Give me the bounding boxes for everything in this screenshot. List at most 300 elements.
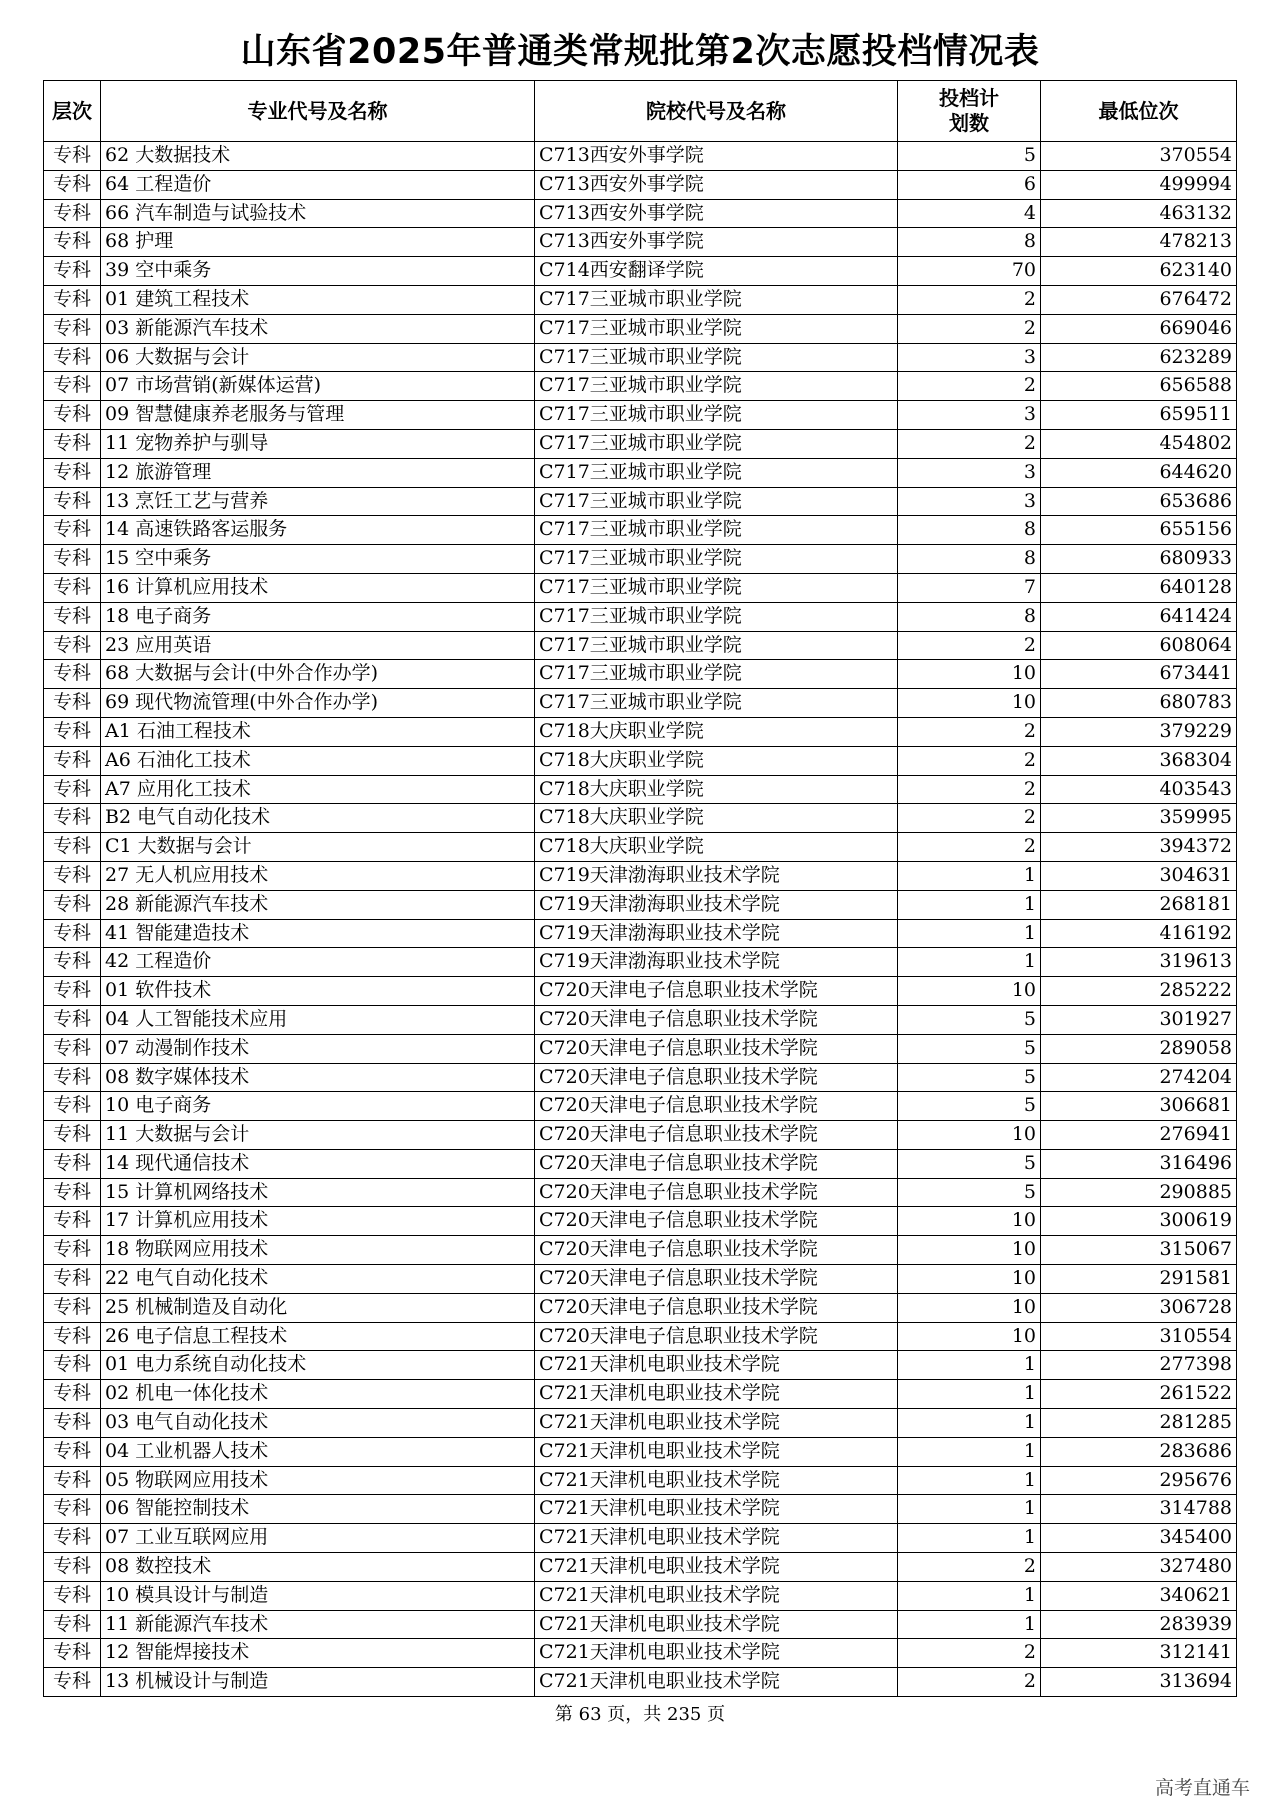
cell-level: 专科 bbox=[44, 1034, 101, 1063]
cell-school: C718大庆职业学院 bbox=[535, 775, 898, 804]
cell-plan: 2 bbox=[898, 1668, 1041, 1697]
header-school: 院校代号及名称 bbox=[535, 81, 898, 142]
table-row bbox=[44, 573, 1237, 602]
cell-level: 专科 bbox=[44, 142, 101, 171]
cell-plan: 8 bbox=[898, 516, 1041, 545]
cell-major: 69 现代物流管理(中外合作办学) bbox=[101, 689, 535, 718]
cell-level: 专科 bbox=[44, 1005, 101, 1034]
cell-major: 10 电子商务 bbox=[101, 1092, 535, 1121]
cell-major: 66 汽车制造与试验技术 bbox=[101, 199, 535, 228]
cell-school: C717三亚城市职业学院 bbox=[535, 343, 898, 372]
cell-level: 专科 bbox=[44, 1149, 101, 1178]
cell-plan: 3 bbox=[898, 401, 1041, 430]
cell-rank: 290885 bbox=[1041, 1178, 1237, 1207]
admission-table bbox=[43, 80, 1237, 1697]
table-row bbox=[44, 1063, 1237, 1092]
table-row bbox=[44, 1437, 1237, 1466]
table-row bbox=[44, 977, 1237, 1006]
cell-school: C721天津机电职业技术学院 bbox=[535, 1524, 898, 1553]
cell-plan: 8 bbox=[898, 228, 1041, 257]
table-row bbox=[44, 833, 1237, 862]
cell-level: 专科 bbox=[44, 1466, 101, 1495]
cell-plan: 5 bbox=[898, 1005, 1041, 1034]
cell-plan: 10 bbox=[898, 660, 1041, 689]
cell-major: 18 物联网应用技术 bbox=[101, 1236, 535, 1265]
cell-major: C1 大数据与会计 bbox=[101, 833, 535, 862]
cell-major: 02 机电一体化技术 bbox=[101, 1380, 535, 1409]
table-row bbox=[44, 804, 1237, 833]
cell-school: C718大庆职业学院 bbox=[535, 746, 898, 775]
cell-rank: 368304 bbox=[1041, 746, 1237, 775]
cell-school: C719天津渤海职业技术学院 bbox=[535, 861, 898, 890]
cell-plan: 8 bbox=[898, 602, 1041, 631]
cell-school: C717三亚城市职业学院 bbox=[535, 602, 898, 631]
cell-school: C720天津电子信息职业技术学院 bbox=[535, 1034, 898, 1063]
cell-level: 专科 bbox=[44, 1207, 101, 1236]
cell-plan: 2 bbox=[898, 804, 1041, 833]
cell-major: B2 电气自动化技术 bbox=[101, 804, 535, 833]
cell-plan: 4 bbox=[898, 199, 1041, 228]
table-row bbox=[44, 660, 1237, 689]
cell-rank: 276941 bbox=[1041, 1121, 1237, 1150]
table-row bbox=[44, 343, 1237, 372]
table-row bbox=[44, 487, 1237, 516]
cell-school: C717三亚城市职业学院 bbox=[535, 429, 898, 458]
cell-school: C721天津机电职业技术学院 bbox=[535, 1668, 898, 1697]
cell-major: 18 电子商务 bbox=[101, 602, 535, 631]
cell-level: 专科 bbox=[44, 1668, 101, 1697]
cell-major: 41 智能建造技术 bbox=[101, 919, 535, 948]
table-row bbox=[44, 228, 1237, 257]
cell-school: C720天津电子信息职业技术学院 bbox=[535, 1121, 898, 1150]
cell-school: C721天津机电职业技术学院 bbox=[535, 1409, 898, 1438]
cell-rank: 379229 bbox=[1041, 717, 1237, 746]
cell-level: 专科 bbox=[44, 602, 101, 631]
cell-plan: 70 bbox=[898, 257, 1041, 286]
table-row bbox=[44, 1322, 1237, 1351]
table-row bbox=[44, 948, 1237, 977]
page-title: 山东省2025年普通类常规批第2次志愿投档情况表 bbox=[240, 32, 1040, 72]
cell-major: 26 电子信息工程技术 bbox=[101, 1322, 535, 1351]
table-row bbox=[44, 1005, 1237, 1034]
cell-school: C717三亚城市职业学院 bbox=[535, 401, 898, 430]
cell-major: 07 工业互联网应用 bbox=[101, 1524, 535, 1553]
cell-plan: 5 bbox=[898, 1034, 1041, 1063]
cell-major: 03 新能源汽车技术 bbox=[101, 314, 535, 343]
cell-major: 07 市场营销(新媒体运营) bbox=[101, 372, 535, 401]
cell-major: 01 建筑工程技术 bbox=[101, 285, 535, 314]
cell-major: 64 工程造价 bbox=[101, 170, 535, 199]
cell-major: 11 新能源汽车技术 bbox=[101, 1610, 535, 1639]
cell-rank: 316496 bbox=[1041, 1149, 1237, 1178]
cell-school: C721天津机电职业技术学院 bbox=[535, 1610, 898, 1639]
table-row bbox=[44, 545, 1237, 574]
cell-plan: 10 bbox=[898, 1121, 1041, 1150]
cell-level: 专科 bbox=[44, 285, 101, 314]
cell-plan: 7 bbox=[898, 573, 1041, 602]
cell-level: 专科 bbox=[44, 948, 101, 977]
table-row bbox=[44, 1524, 1237, 1553]
cell-major: 62 大数据技术 bbox=[101, 142, 535, 171]
table-row bbox=[44, 1149, 1237, 1178]
cell-major: 22 电气自动化技术 bbox=[101, 1265, 535, 1294]
cell-school: C721天津机电职业技术学院 bbox=[535, 1351, 898, 1380]
cell-major: 25 机械制造及自动化 bbox=[101, 1293, 535, 1322]
cell-school: C713西安外事学院 bbox=[535, 142, 898, 171]
cell-plan: 10 bbox=[898, 1207, 1041, 1236]
cell-level: 专科 bbox=[44, 1610, 101, 1639]
cell-school: C720天津电子信息职业技术学院 bbox=[535, 1178, 898, 1207]
cell-major: 15 计算机网络技术 bbox=[101, 1178, 535, 1207]
cell-school: C720天津电子信息职业技术学院 bbox=[535, 1293, 898, 1322]
cell-plan: 5 bbox=[898, 1149, 1041, 1178]
cell-plan: 5 bbox=[898, 1063, 1041, 1092]
cell-school: C717三亚城市职业学院 bbox=[535, 372, 898, 401]
table-row bbox=[44, 746, 1237, 775]
cell-rank: 394372 bbox=[1041, 833, 1237, 862]
cell-school: C717三亚城市职业学院 bbox=[535, 314, 898, 343]
cell-rank: 680933 bbox=[1041, 545, 1237, 574]
cell-major: 23 应用英语 bbox=[101, 631, 535, 660]
table-row bbox=[44, 1293, 1237, 1322]
table-row bbox=[44, 257, 1237, 286]
cell-major: 12 智能焊接技术 bbox=[101, 1639, 535, 1668]
cell-rank: 327480 bbox=[1041, 1553, 1237, 1582]
cell-plan: 10 bbox=[898, 977, 1041, 1006]
cell-rank: 261522 bbox=[1041, 1380, 1237, 1409]
cell-plan: 2 bbox=[898, 429, 1041, 458]
cell-school: C720天津电子信息职业技术学院 bbox=[535, 1265, 898, 1294]
cell-major: 28 新能源汽车技术 bbox=[101, 890, 535, 919]
cell-level: 专科 bbox=[44, 1121, 101, 1150]
cell-school: C721天津机电职业技术学院 bbox=[535, 1639, 898, 1668]
cell-rank: 370554 bbox=[1041, 142, 1237, 171]
table-row bbox=[44, 142, 1237, 171]
cell-major: 04 人工智能技术应用 bbox=[101, 1005, 535, 1034]
cell-rank: 640128 bbox=[1041, 573, 1237, 602]
cell-plan: 6 bbox=[898, 170, 1041, 199]
cell-level: 专科 bbox=[44, 1322, 101, 1351]
cell-level: 专科 bbox=[44, 1524, 101, 1553]
cell-plan: 1 bbox=[898, 1409, 1041, 1438]
table-row bbox=[44, 1610, 1237, 1639]
cell-major: 05 物联网应用技术 bbox=[101, 1466, 535, 1495]
cell-plan: 1 bbox=[898, 948, 1041, 977]
cell-level: 专科 bbox=[44, 372, 101, 401]
cell-major: 11 宠物养护与驯导 bbox=[101, 429, 535, 458]
cell-plan: 1 bbox=[898, 1524, 1041, 1553]
cell-school: C717三亚城市职业学院 bbox=[535, 689, 898, 718]
cell-rank: 669046 bbox=[1041, 314, 1237, 343]
header-rank: 最低位次 bbox=[1041, 81, 1237, 142]
cell-school: C717三亚城市职业学院 bbox=[535, 660, 898, 689]
cell-rank: 673441 bbox=[1041, 660, 1237, 689]
cell-rank: 340621 bbox=[1041, 1581, 1237, 1610]
cell-school: C721天津机电职业技术学院 bbox=[535, 1581, 898, 1610]
table-row bbox=[44, 1668, 1237, 1697]
cell-rank: 623289 bbox=[1041, 343, 1237, 372]
cell-plan: 3 bbox=[898, 458, 1041, 487]
table-row bbox=[44, 1207, 1237, 1236]
table-row bbox=[44, 775, 1237, 804]
cell-rank: 359995 bbox=[1041, 804, 1237, 833]
cell-plan: 10 bbox=[898, 1322, 1041, 1351]
cell-school: C717三亚城市职业学院 bbox=[535, 573, 898, 602]
cell-plan: 2 bbox=[898, 775, 1041, 804]
cell-rank: 300619 bbox=[1041, 1207, 1237, 1236]
cell-level: 专科 bbox=[44, 631, 101, 660]
cell-level: 专科 bbox=[44, 257, 101, 286]
cell-plan: 1 bbox=[898, 919, 1041, 948]
cell-major: 03 电气自动化技术 bbox=[101, 1409, 535, 1438]
cell-plan: 5 bbox=[898, 1092, 1041, 1121]
cell-rank: 314788 bbox=[1041, 1495, 1237, 1524]
cell-major: 12 旅游管理 bbox=[101, 458, 535, 487]
cell-school: C713西安外事学院 bbox=[535, 228, 898, 257]
cell-level: 专科 bbox=[44, 1293, 101, 1322]
cell-rank: 295676 bbox=[1041, 1466, 1237, 1495]
header-major: 专业代号及名称 bbox=[101, 81, 535, 142]
table-row bbox=[44, 919, 1237, 948]
cell-level: 专科 bbox=[44, 228, 101, 257]
cell-rank: 283939 bbox=[1041, 1610, 1237, 1639]
cell-level: 专科 bbox=[44, 343, 101, 372]
cell-level: 专科 bbox=[44, 314, 101, 343]
table-row bbox=[44, 1639, 1237, 1668]
cell-plan: 5 bbox=[898, 142, 1041, 171]
cell-level: 专科 bbox=[44, 1063, 101, 1092]
cell-major: 42 工程造价 bbox=[101, 948, 535, 977]
header-plan-line2: 划数 bbox=[949, 111, 989, 135]
cell-school: C720天津电子信息职业技术学院 bbox=[535, 1322, 898, 1351]
cell-school: C720天津电子信息职业技术学院 bbox=[535, 1236, 898, 1265]
cell-rank: 289058 bbox=[1041, 1034, 1237, 1063]
cell-school: C718大庆职业学院 bbox=[535, 833, 898, 862]
cell-plan: 2 bbox=[898, 372, 1041, 401]
cell-level: 专科 bbox=[44, 1581, 101, 1610]
cell-plan: 3 bbox=[898, 487, 1041, 516]
header-plan-line1: 投档计 bbox=[939, 86, 999, 110]
cell-plan: 5 bbox=[898, 1178, 1041, 1207]
cell-plan: 1 bbox=[898, 890, 1041, 919]
cell-major: 68 大数据与会计(中外合作办学) bbox=[101, 660, 535, 689]
cell-level: 专科 bbox=[44, 919, 101, 948]
table-row bbox=[44, 1236, 1237, 1265]
cell-level: 专科 bbox=[44, 1409, 101, 1438]
cell-level: 专科 bbox=[44, 689, 101, 718]
cell-plan: 8 bbox=[898, 545, 1041, 574]
table-row bbox=[44, 602, 1237, 631]
cell-level: 专科 bbox=[44, 1495, 101, 1524]
table-row bbox=[44, 401, 1237, 430]
cell-school: C719天津渤海职业技术学院 bbox=[535, 919, 898, 948]
cell-plan: 10 bbox=[898, 689, 1041, 718]
table-row bbox=[44, 429, 1237, 458]
table-row bbox=[44, 1466, 1237, 1495]
table-row bbox=[44, 1409, 1237, 1438]
cell-school: C721天津机电职业技术学院 bbox=[535, 1466, 898, 1495]
cell-major: 06 大数据与会计 bbox=[101, 343, 535, 372]
cell-rank: 655156 bbox=[1041, 516, 1237, 545]
table-row bbox=[44, 170, 1237, 199]
cell-plan: 2 bbox=[898, 1553, 1041, 1582]
cell-rank: 281285 bbox=[1041, 1409, 1237, 1438]
cell-plan: 2 bbox=[898, 314, 1041, 343]
cell-rank: 345400 bbox=[1041, 1524, 1237, 1553]
cell-rank: 644620 bbox=[1041, 458, 1237, 487]
cell-level: 专科 bbox=[44, 429, 101, 458]
cell-rank: 313694 bbox=[1041, 1668, 1237, 1697]
table-row bbox=[44, 458, 1237, 487]
cell-school: C720天津电子信息职业技术学院 bbox=[535, 1149, 898, 1178]
cell-plan: 2 bbox=[898, 746, 1041, 775]
cell-major: A6 石油化工技术 bbox=[101, 746, 535, 775]
cell-school: C717三亚城市职业学院 bbox=[535, 631, 898, 660]
cell-rank: 285222 bbox=[1041, 977, 1237, 1006]
cell-level: 专科 bbox=[44, 1380, 101, 1409]
cell-major: A7 应用化工技术 bbox=[101, 775, 535, 804]
table-row bbox=[44, 631, 1237, 660]
cell-school: C718大庆职业学院 bbox=[535, 804, 898, 833]
cell-major: 27 无人机应用技术 bbox=[101, 861, 535, 890]
cell-plan: 10 bbox=[898, 1236, 1041, 1265]
table-row bbox=[44, 1265, 1237, 1294]
cell-school: C721天津机电职业技术学院 bbox=[535, 1437, 898, 1466]
cell-rank: 274204 bbox=[1041, 1063, 1237, 1092]
cell-rank: 623140 bbox=[1041, 257, 1237, 286]
cell-rank: 277398 bbox=[1041, 1351, 1237, 1380]
cell-plan: 1 bbox=[898, 1437, 1041, 1466]
table-row bbox=[44, 1380, 1237, 1409]
cell-plan: 1 bbox=[898, 861, 1041, 890]
cell-major: 07 动漫制作技术 bbox=[101, 1034, 535, 1063]
cell-plan: 1 bbox=[898, 1581, 1041, 1610]
table-row bbox=[44, 717, 1237, 746]
cell-level: 专科 bbox=[44, 1265, 101, 1294]
cell-rank: 676472 bbox=[1041, 285, 1237, 314]
cell-major: 08 数控技术 bbox=[101, 1553, 535, 1582]
cell-level: 专科 bbox=[44, 199, 101, 228]
cell-major: 39 空中乘务 bbox=[101, 257, 535, 286]
cell-rank: 306728 bbox=[1041, 1293, 1237, 1322]
cell-level: 专科 bbox=[44, 170, 101, 199]
cell-plan: 2 bbox=[898, 717, 1041, 746]
cell-major: 16 计算机应用技术 bbox=[101, 573, 535, 602]
cell-rank: 291581 bbox=[1041, 1265, 1237, 1294]
cell-rank: 310554 bbox=[1041, 1322, 1237, 1351]
cell-level: 专科 bbox=[44, 890, 101, 919]
cell-major: 14 高速铁路客运服务 bbox=[101, 516, 535, 545]
cell-rank: 301927 bbox=[1041, 1005, 1237, 1034]
cell-level: 专科 bbox=[44, 573, 101, 602]
cell-plan: 10 bbox=[898, 1265, 1041, 1294]
cell-level: 专科 bbox=[44, 458, 101, 487]
cell-rank: 478213 bbox=[1041, 228, 1237, 257]
cell-plan: 1 bbox=[898, 1610, 1041, 1639]
cell-major: 10 模具设计与制造 bbox=[101, 1581, 535, 1610]
cell-school: C717三亚城市职业学院 bbox=[535, 458, 898, 487]
cell-level: 专科 bbox=[44, 401, 101, 430]
table-row bbox=[44, 1092, 1237, 1121]
cell-rank: 680783 bbox=[1041, 689, 1237, 718]
table-row bbox=[44, 199, 1237, 228]
cell-level: 专科 bbox=[44, 1178, 101, 1207]
cell-plan: 2 bbox=[898, 285, 1041, 314]
cell-plan: 10 bbox=[898, 1293, 1041, 1322]
cell-major: 17 计算机应用技术 bbox=[101, 1207, 535, 1236]
cell-level: 专科 bbox=[44, 1639, 101, 1668]
cell-major: 68 护理 bbox=[101, 228, 535, 257]
table-row bbox=[44, 689, 1237, 718]
cell-rank: 608064 bbox=[1041, 631, 1237, 660]
table-row bbox=[44, 516, 1237, 545]
cell-level: 专科 bbox=[44, 861, 101, 890]
table-row bbox=[44, 372, 1237, 401]
cell-school: C719天津渤海职业技术学院 bbox=[535, 948, 898, 977]
cell-level: 专科 bbox=[44, 1437, 101, 1466]
cell-school: C720天津电子信息职业技术学院 bbox=[535, 1005, 898, 1034]
cell-school: C717三亚城市职业学院 bbox=[535, 285, 898, 314]
cell-major: 13 机械设计与制造 bbox=[101, 1668, 535, 1697]
cell-school: C721天津机电职业技术学院 bbox=[535, 1495, 898, 1524]
cell-plan: 2 bbox=[898, 833, 1041, 862]
table-body bbox=[44, 142, 1237, 1697]
cell-plan: 1 bbox=[898, 1495, 1041, 1524]
cell-level: 专科 bbox=[44, 487, 101, 516]
cell-school: C721天津机电职业技术学院 bbox=[535, 1553, 898, 1582]
cell-plan: 1 bbox=[898, 1466, 1041, 1495]
cell-school: C713西安外事学院 bbox=[535, 170, 898, 199]
cell-rank: 312141 bbox=[1041, 1639, 1237, 1668]
cell-level: 专科 bbox=[44, 746, 101, 775]
cell-school: C720天津电子信息职业技术学院 bbox=[535, 977, 898, 1006]
cell-level: 专科 bbox=[44, 977, 101, 1006]
page-number: 第 63 页，共 235 页 bbox=[554, 1704, 726, 1725]
cell-rank: 454802 bbox=[1041, 429, 1237, 458]
cell-rank: 659511 bbox=[1041, 401, 1237, 430]
cell-school: C713西安外事学院 bbox=[535, 199, 898, 228]
cell-rank: 656588 bbox=[1041, 372, 1237, 401]
cell-level: 专科 bbox=[44, 1236, 101, 1265]
header-level: 层次 bbox=[44, 81, 101, 142]
cell-plan: 3 bbox=[898, 343, 1041, 372]
cell-level: 专科 bbox=[44, 804, 101, 833]
table-row bbox=[44, 1581, 1237, 1610]
cell-school: C721天津机电职业技术学院 bbox=[535, 1380, 898, 1409]
cell-school: C717三亚城市职业学院 bbox=[535, 545, 898, 574]
header-plan bbox=[898, 81, 1041, 142]
cell-rank: 499994 bbox=[1041, 170, 1237, 199]
cell-major: 11 大数据与会计 bbox=[101, 1121, 535, 1150]
cell-level: 专科 bbox=[44, 1553, 101, 1582]
cell-rank: 641424 bbox=[1041, 602, 1237, 631]
cell-level: 专科 bbox=[44, 516, 101, 545]
cell-level: 专科 bbox=[44, 833, 101, 862]
cell-level: 专科 bbox=[44, 775, 101, 804]
cell-rank: 268181 bbox=[1041, 890, 1237, 919]
cell-plan: 1 bbox=[898, 1380, 1041, 1409]
cell-school: C719天津渤海职业技术学院 bbox=[535, 890, 898, 919]
watermark: 高考直通车 bbox=[1154, 1777, 1250, 1799]
table-header-row bbox=[44, 81, 1237, 142]
cell-major: A1 石油工程技术 bbox=[101, 717, 535, 746]
cell-major: 06 智能控制技术 bbox=[101, 1495, 535, 1524]
cell-rank: 315067 bbox=[1041, 1236, 1237, 1265]
cell-rank: 463132 bbox=[1041, 199, 1237, 228]
cell-level: 专科 bbox=[44, 545, 101, 574]
cell-rank: 403543 bbox=[1041, 775, 1237, 804]
cell-level: 专科 bbox=[44, 717, 101, 746]
